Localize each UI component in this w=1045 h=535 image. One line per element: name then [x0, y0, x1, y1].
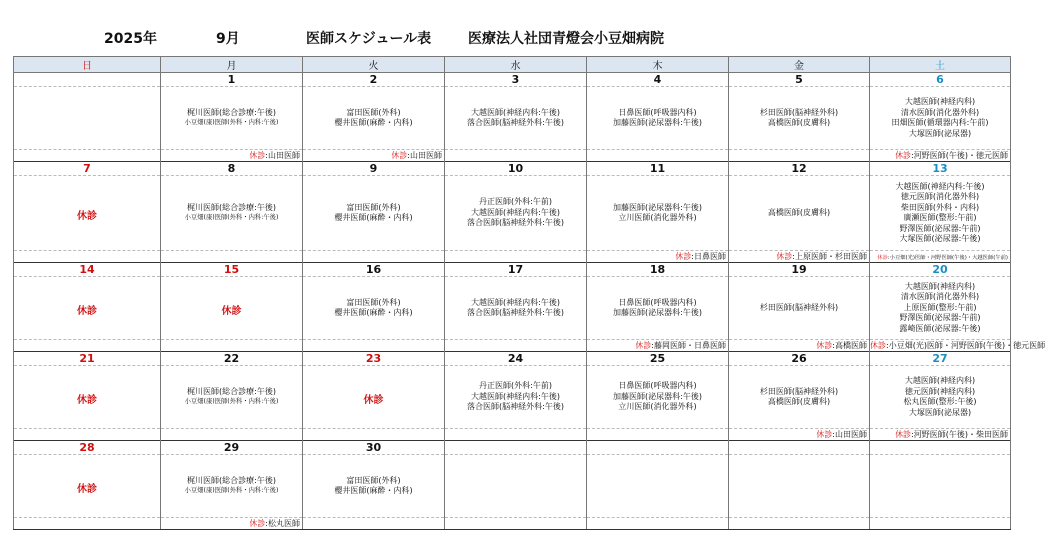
- schedule-cell: [14, 366, 161, 429]
- doctor-entry: 日鼻医師(呼吸器内科): [618, 297, 697, 307]
- date-cell: 9: [303, 162, 445, 176]
- doctor-entry: 野澤医師(泌尿器:午前): [899, 313, 981, 323]
- closed-note-doctors: :松丸医師: [265, 519, 300, 528]
- note-cell: [729, 518, 870, 530]
- note-cell: [303, 429, 445, 441]
- doctor-entry: 富田医師(外科): [346, 202, 401, 212]
- doctor-entry: 大塚医師(泌尿器:午後): [899, 234, 981, 243]
- weekday-wed: 水: [445, 57, 587, 73]
- schedule-cell: [870, 366, 1011, 429]
- closed-note-label: 休診: [816, 430, 833, 439]
- doctor-entry: 小豆畑(康)医師(外科・内科:午後): [184, 119, 279, 126]
- note-row: [14, 251, 1011, 263]
- date-cell: 11: [587, 162, 729, 176]
- date-cell: 2: [303, 73, 445, 87]
- schedule-cell: [14, 277, 161, 340]
- schedule-cell: [303, 366, 445, 429]
- doctor-entry: 梶川医師(総合診療:午後): [187, 202, 276, 212]
- note-cell: [729, 150, 870, 162]
- note-cell: [870, 150, 1011, 162]
- doctor-entry: 上原医師(整形:午前): [903, 302, 977, 312]
- note-row: [14, 340, 1011, 352]
- doctor-entry: 松丸医師(整形:午後): [903, 397, 977, 406]
- doctor-entry: 落合医師(脳神経外科:午後): [467, 118, 564, 127]
- note-cell: [303, 150, 445, 162]
- schedule-cell: [729, 277, 870, 340]
- doctor-entry: 大越医師(神経内科): [904, 97, 976, 106]
- note-cell: [870, 251, 1011, 263]
- closed-note-doctors: :河野医師(午後)・柴田医師: [911, 430, 1008, 439]
- schedule-cell: [14, 455, 161, 518]
- schedule-cell: [870, 176, 1011, 251]
- doctor-entry: 加藤医師(泌尿器科:午後): [613, 118, 702, 127]
- schedule-cell: [445, 176, 587, 251]
- note-cell: [14, 518, 161, 530]
- closed-note-doctors: :山田医師: [407, 151, 442, 160]
- closed-note-doctors: :日鼻医師: [691, 252, 726, 261]
- closed-note-doctors: :高橋医師: [832, 341, 867, 350]
- doctor-entry: 徳元医師(神経内科): [904, 386, 976, 396]
- doctor-entry: 大越医師(神経内科:午後): [471, 207, 560, 217]
- weekday-sat: 土: [870, 57, 1011, 73]
- closed-note-label: 休診: [635, 341, 652, 350]
- note-cell: [303, 340, 445, 352]
- date-cell: 15: [161, 263, 303, 277]
- note-cell: [161, 429, 303, 441]
- doctor-entry: 大塚医師(泌尿器): [908, 407, 972, 417]
- note-cell: [445, 429, 587, 441]
- note-cell: [161, 340, 303, 352]
- closed-note-doctors: :小豆畑(光)医師・河野医師(午後)・徳元医師: [886, 341, 1045, 350]
- doctor-entry: 大塚医師(泌尿器): [908, 128, 972, 138]
- note-cell: [445, 518, 587, 530]
- date-cell: 23: [303, 352, 445, 366]
- note-cell: [587, 429, 729, 441]
- schedule-cell: [161, 455, 303, 518]
- doctor-entry: 日鼻医師(呼吸器内科): [618, 381, 697, 391]
- date-cell: 21: [14, 352, 161, 366]
- schedule-cell: [445, 277, 587, 340]
- date-cell: 19: [729, 263, 870, 277]
- note-row: [14, 518, 1011, 530]
- date-cell: 18: [587, 263, 729, 277]
- schedule-cell: [870, 87, 1011, 150]
- closed-note-doctors: :山田医師: [265, 151, 300, 160]
- doctor-entry: 大越医師(神経内科): [904, 281, 976, 291]
- note-cell: [729, 251, 870, 263]
- date-row: [14, 162, 1011, 176]
- date-cell: 26: [729, 352, 870, 366]
- doctor-entry: 梶川医師(総合診療:午後): [187, 475, 276, 485]
- note-cell: [161, 251, 303, 263]
- doctor-entry: 小豆畑(康)医師(外科・内科:午後): [184, 487, 279, 494]
- closed-note-label: 休診: [895, 151, 912, 160]
- date-cell: [587, 441, 729, 455]
- schedule-cell: [161, 366, 303, 429]
- date-cell: 16: [303, 263, 445, 277]
- doctor-entry: 加藤医師(泌尿器科:午後): [613, 391, 702, 401]
- date-cell: 6: [870, 73, 1011, 87]
- closed-label: 休診: [77, 305, 97, 317]
- closed-note-doctors: :小豆畑(光)医師・河野医師(午後)・大越医師(午前): [887, 255, 1008, 261]
- note-cell: [445, 150, 587, 162]
- schedule-cell: [445, 87, 587, 150]
- schedule-cell: [587, 87, 729, 150]
- doctor-entry: 櫻井医師(麻酔・内科): [334, 213, 413, 222]
- doctor-entry: 立川医師(消化器外科): [618, 213, 697, 222]
- note-cell: [14, 340, 161, 352]
- note-cell: [14, 251, 161, 263]
- date-cell: 7: [14, 162, 161, 176]
- hospital-name: 医療法人社団青燈会小豆畑病院: [468, 31, 664, 47]
- closed-note-label: 休診: [870, 341, 886, 350]
- note-cell: [587, 150, 729, 162]
- doctor-entry: 富田医師(外科): [346, 107, 401, 117]
- date-cell: 10: [445, 162, 587, 176]
- closed-label: 休診: [363, 394, 384, 406]
- note-cell: [587, 340, 729, 352]
- schedule-row: [14, 87, 1011, 150]
- schedule-cell: [587, 176, 729, 251]
- doctor-entry: 杉田医師(脳神経外科): [759, 302, 839, 312]
- doctor-entry: 立川医師(消化器外科): [618, 402, 697, 412]
- note-row: [14, 150, 1011, 162]
- schedule-cell: [729, 87, 870, 150]
- date-cell: [445, 441, 587, 455]
- doctor-entry: 丹正医師(外科:午前): [479, 197, 552, 207]
- date-cell: 25: [587, 352, 729, 366]
- note-cell: [303, 251, 445, 263]
- schedule-cell: [161, 176, 303, 251]
- closed-note-doctors: :上原医師・杉田医師: [792, 252, 867, 261]
- schedule-cell: [587, 455, 729, 518]
- month-label: 9月: [216, 31, 240, 47]
- title-bar: [0, 28, 1024, 48]
- note-cell: [587, 251, 729, 263]
- date-cell: 4: [587, 73, 729, 87]
- doctor-entry: 田畑医師(循環器内科:午前): [891, 118, 989, 127]
- schedule-cell: [445, 455, 587, 518]
- note-cell: [161, 518, 303, 530]
- closed-label: 休診: [77, 483, 97, 495]
- doctor-entry: 徳元医師(消化器外科): [900, 192, 980, 201]
- doctor-entry: 杉田医師(脳神経外科): [759, 107, 839, 117]
- note-cell: [445, 340, 587, 352]
- note-cell: [587, 518, 729, 530]
- weekday-header-row: [14, 57, 1011, 73]
- schedule-cell: [587, 366, 729, 429]
- closed-note-label: 休診: [877, 255, 888, 261]
- doctor-entry: 大越医師(神経内科:午後): [895, 181, 985, 191]
- date-cell: 17: [445, 263, 587, 277]
- doctor-entry: 梶川医師(総合診療:午後): [187, 386, 276, 396]
- doctor-entry: 清水医師(消化器外科): [900, 292, 980, 302]
- date-cell: 30: [303, 441, 445, 455]
- date-cell: 13: [870, 162, 1011, 176]
- note-cell: [14, 429, 161, 441]
- doctor-entry: 廣瀬医師(整形:午前): [903, 213, 977, 222]
- schedule-cell: [729, 176, 870, 251]
- closed-note-doctors: :山田医師: [832, 430, 867, 439]
- closed-label: 休診: [77, 394, 97, 406]
- schedule-table: [13, 56, 1045, 530]
- doctor-entry: 大越医師(神経内科): [904, 376, 976, 385]
- closed-note-label: 休診: [776, 252, 793, 261]
- doctor-entry: 小豆畑(康)医師(外科・内科:午後): [184, 214, 279, 221]
- closed-label: 休診: [221, 305, 242, 317]
- schedule-cell: [587, 277, 729, 340]
- closed-note-doctors: :藤岡医師・日鼻医師: [651, 341, 726, 350]
- note-cell: [161, 150, 303, 162]
- closed-note-label: 休診: [816, 341, 833, 350]
- schedule-cell: [303, 176, 445, 251]
- note-cell: [303, 518, 445, 530]
- schedule-row: [14, 277, 1011, 340]
- schedule-cell: [445, 366, 587, 429]
- closed-note-label: 休診: [391, 151, 408, 160]
- schedule-cell: [303, 87, 445, 150]
- schedule-cell: [14, 176, 161, 251]
- doctor-entry: 大越医師(神経内科:午後): [471, 297, 560, 307]
- doctor-entry: 大越医師(神経内科:午後): [471, 107, 560, 117]
- date-row: [14, 441, 1011, 455]
- weekday-mon: 月: [161, 57, 303, 73]
- note-cell: [870, 518, 1011, 530]
- doctor-entry: 日鼻医師(呼吸器内科): [618, 107, 697, 117]
- schedule-cell: [303, 455, 445, 518]
- schedule-cell: [729, 455, 870, 518]
- note-cell: [729, 340, 870, 352]
- note-cell: [729, 429, 870, 441]
- doctor-entry: 野澤医師(泌尿器:午前): [899, 223, 981, 233]
- doctor-entry: 高橋医師(皮膚科): [767, 207, 831, 217]
- closed-note-doctors: :河野医師(午後)・徳元医師: [911, 151, 1008, 160]
- doctor-entry: 櫻井医師(麻酔・内科): [334, 308, 413, 317]
- doctor-entry: 櫻井医師(麻酔・内科): [334, 486, 413, 495]
- doctor-entry: 櫻井医師(麻酔・内科): [334, 118, 413, 127]
- date-row: [14, 73, 1011, 87]
- year-label: 2025年: [104, 31, 157, 47]
- date-cell: 28: [14, 441, 161, 455]
- date-cell: 14: [14, 263, 161, 277]
- doctor-entry: 柴田医師(外科・内科): [900, 202, 980, 212]
- date-cell: 3: [445, 73, 587, 87]
- schedule-cell: [870, 277, 1011, 340]
- doctor-entry: 高橋医師(皮膚科): [767, 397, 831, 406]
- note-cell: [14, 150, 161, 162]
- doctor-entry: 露崎医師(泌尿器:午後): [899, 323, 981, 333]
- doctor-entry: 富田医師(外科): [346, 297, 401, 307]
- closed-note-label: 休診: [249, 151, 266, 160]
- doctor-entry: 大越医師(神経内科:午後): [471, 391, 560, 401]
- schedule-row: [14, 455, 1011, 518]
- schedule-row: [14, 366, 1011, 429]
- doctor-entry: 杉田医師(脳神経外科): [759, 386, 839, 396]
- note-cell: [870, 340, 1045, 352]
- date-cell: 1: [161, 73, 303, 87]
- doctor-entry: 高橋医師(皮膚科): [767, 118, 831, 127]
- doctor-entry: 富田医師(外科): [346, 475, 401, 485]
- closed-label: 休診: [77, 210, 97, 222]
- doctor-entry: 梶川医師(総合診療:午後): [187, 107, 276, 117]
- schedule-cell: [729, 366, 870, 429]
- date-cell: [729, 441, 870, 455]
- doctor-entry: 加藤医師(泌尿器科:午後): [613, 202, 702, 212]
- note-cell: [870, 429, 1011, 441]
- closed-note-label: 休診: [895, 430, 912, 439]
- doctor-entry: 落合医師(脳神経外科:午後): [467, 308, 564, 317]
- weekday-fri: 金: [729, 57, 870, 73]
- date-cell: 5: [729, 73, 870, 87]
- date-cell: 12: [729, 162, 870, 176]
- schedule-row: [14, 176, 1011, 251]
- schedule-cell: [303, 277, 445, 340]
- weekday-sun: 日: [14, 57, 161, 73]
- doc-title: 医師スケジュール表: [306, 31, 432, 47]
- doctor-entry: 落合医師(脳神経外科:午後): [467, 218, 564, 228]
- schedule-cell: [161, 277, 303, 340]
- date-cell: 20: [870, 263, 1011, 277]
- doctor-entry: 小豆畑(康)医師(外科・内科:午後): [184, 398, 279, 405]
- weekday-tue: 火: [303, 57, 445, 73]
- date-cell: [870, 441, 1011, 455]
- closed-note-label: 休診: [249, 519, 266, 528]
- doctor-entry: 清水医師(消化器外科): [900, 107, 980, 117]
- date-cell: 29: [161, 441, 303, 455]
- date-row: [14, 352, 1011, 366]
- date-cell: [14, 73, 161, 87]
- doctor-entry: 丹正医師(外科:午前): [479, 381, 552, 391]
- date-cell: 8: [161, 162, 303, 176]
- date-row: [14, 263, 1011, 277]
- schedule-cell: [161, 87, 303, 150]
- closed-note-label: 休診: [675, 252, 692, 261]
- date-cell: 22: [161, 352, 303, 366]
- note-cell: [445, 251, 587, 263]
- date-cell: 27: [870, 352, 1011, 366]
- doctor-entry: 加藤医師(泌尿器科:午後): [613, 308, 702, 317]
- weekday-thu: 木: [587, 57, 729, 73]
- doctor-entry: 落合医師(脳神経外科:午後): [467, 402, 564, 412]
- schedule-cell: [870, 455, 1011, 518]
- schedule-cell: [14, 87, 161, 150]
- date-cell: 24: [445, 352, 587, 366]
- note-row: [14, 429, 1011, 441]
